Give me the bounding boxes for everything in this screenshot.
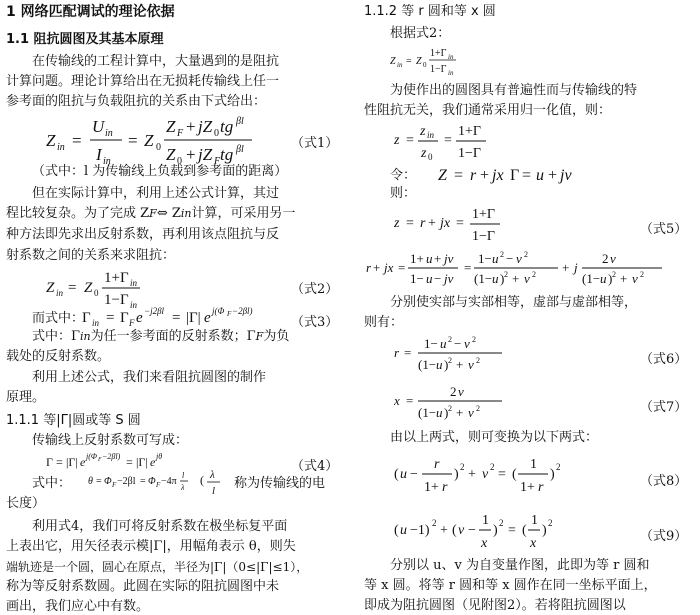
svg-text:=: = <box>406 56 412 67</box>
svg-text:2: 2 <box>472 335 476 344</box>
svg-text:1+: 1+ <box>424 480 439 495</box>
svg-text:0: 0 <box>214 128 219 139</box>
svg-text:1−Γ: 1−Γ <box>458 146 481 161</box>
svg-text:−: − <box>410 467 418 482</box>
svg-text:0: 0 <box>428 152 433 162</box>
svg-text:=: = <box>454 167 464 184</box>
svg-text:+: + <box>620 271 628 286</box>
paragraph-line: 但在实际计算中，利用上述公式计算，其过 <box>32 186 280 201</box>
equation-tag: （式1） <box>291 136 339 151</box>
svg-text:βl: βl <box>236 116 244 127</box>
svg-text:2: 2 <box>450 384 457 399</box>
equation-2-repeat <box>390 44 470 78</box>
svg-text:1−Γ: 1−Γ <box>472 229 495 244</box>
svg-text:F: F <box>227 310 232 318</box>
svg-text:e: e <box>150 455 156 469</box>
svg-text:−2βl): −2βl) <box>232 306 253 316</box>
svg-text:(: ( <box>522 523 527 538</box>
svg-text:Z: Z <box>144 131 154 150</box>
svg-text:+: + <box>456 357 464 372</box>
svg-text:2: 2 <box>640 270 644 279</box>
svg-text:2: 2 <box>532 270 536 279</box>
svg-text:−: − <box>454 336 462 351</box>
svg-text:F: F <box>214 156 221 167</box>
svg-text:in: in <box>448 53 454 61</box>
paragraph-line: 传输线上反射系数可写成： <box>32 433 189 448</box>
svg-text:λ: λ <box>210 469 215 481</box>
svg-text:in: in <box>105 128 113 139</box>
svg-text:v: v <box>458 523 465 538</box>
paragraph-line: 参考面的阻抗与负载阻抗的关系由下式给出： <box>6 94 267 109</box>
svg-text:+: + <box>468 467 476 482</box>
svg-text:=: = <box>522 167 532 184</box>
svg-text:u: u <box>536 167 544 184</box>
svg-text:r: r <box>538 480 544 495</box>
svg-text:in: in <box>130 300 138 310</box>
svg-text:Z: Z <box>84 280 93 296</box>
svg-text:e: e <box>80 455 86 469</box>
svg-text:1+Γ: 1+Γ <box>458 124 481 139</box>
svg-text:=: = <box>406 393 414 408</box>
svg-text:1: 1 <box>482 513 489 528</box>
svg-text:v: v <box>464 336 470 351</box>
svg-text:1: 1 <box>531 513 538 528</box>
svg-text:v: v <box>632 271 638 286</box>
subsubsection-heading: 1.1.2 等 r 圆和等 x 圆 <box>364 4 496 19</box>
paragraph-line: 为使作出的圆图具有普遍性而与传输线的特 <box>390 83 638 98</box>
svg-text:tg: tg <box>220 145 234 164</box>
svg-text:F: F <box>129 318 135 328</box>
svg-text:z: z <box>394 216 400 231</box>
svg-text:): ) <box>550 467 555 482</box>
svg-text:F: F <box>156 481 161 489</box>
paragraph-line: 性阻抗无关，我们通常采用归一化值，则： <box>364 103 612 118</box>
svg-text:x: x <box>481 536 488 551</box>
equation-let <box>438 162 638 186</box>
svg-text:2: 2 <box>504 270 508 279</box>
svg-text:1−: 1− <box>410 271 424 286</box>
svg-text:=: = <box>68 280 77 296</box>
svg-text:(: ( <box>512 467 517 482</box>
paragraph-line: 原理。 <box>6 390 46 405</box>
svg-text:): ) <box>454 467 459 482</box>
svg-text:1+Γ: 1+Γ <box>472 207 495 222</box>
svg-text:jx: jx <box>384 260 394 275</box>
paragraph-line: 端轨迹是一个圆，圆心在原点，半径为|Γ|（0≤|Γ|≤1）， <box>6 560 309 574</box>
svg-text:(1−: (1− <box>418 357 437 372</box>
svg-text:(1−: (1− <box>474 271 493 286</box>
svg-text:Γ: Γ <box>46 455 53 469</box>
svg-text:−1): −1) <box>410 523 430 538</box>
svg-text:1−Γ: 1−Γ <box>104 292 129 308</box>
svg-text:u: u <box>436 357 443 372</box>
svg-text:j(Φ: j(Φ <box>212 306 225 316</box>
svg-text:jv: jv <box>444 251 454 266</box>
svg-text:r: r <box>434 457 440 472</box>
svg-text:v: v <box>468 405 474 420</box>
svg-text:Γ: Γ <box>120 310 129 326</box>
svg-text:=: = <box>406 133 414 148</box>
equation-9 <box>394 508 594 554</box>
svg-text:tg: tg <box>220 117 234 136</box>
svg-text:2: 2 <box>556 462 561 472</box>
svg-text:j: j <box>574 260 578 275</box>
svg-text:x: x <box>394 393 400 408</box>
paragraph-line: 根据式2： <box>390 26 451 41</box>
svg-text:u: u <box>492 271 499 286</box>
svg-text:u: u <box>426 251 433 266</box>
svg-text:e: e <box>136 310 143 326</box>
svg-text:r: r <box>442 480 448 495</box>
svg-text:v: v <box>524 271 530 286</box>
paragraph-line: 上表出它，用矢径表示模|Γ|，用幅角表示 θ，则失 <box>6 539 296 554</box>
paragraph-line: 式中： <box>32 476 72 491</box>
svg-text:(: ( <box>394 523 399 538</box>
svg-text:−2βl): −2βl) <box>102 452 121 461</box>
equation-normalized <box>394 120 534 164</box>
svg-text:−: − <box>434 271 442 286</box>
svg-text:Γ: Γ <box>510 167 520 184</box>
svg-text:|Γ|: |Γ| <box>136 455 148 469</box>
svg-text:=: = <box>406 216 414 231</box>
paragraph-line: 长度） <box>6 496 46 511</box>
svg-text:v: v <box>468 357 474 372</box>
svg-text:Z: Z <box>416 56 422 67</box>
equation-tag: （式6） <box>640 352 688 367</box>
paragraph-line: 分别以 u、v 为自变量作图，此即为等 r 圆和 <box>390 558 650 573</box>
paragraph-line: 载处的反射系数。 <box>6 349 111 364</box>
svg-text:in: in <box>57 142 65 153</box>
svg-text:): ) <box>493 523 498 538</box>
svg-text:F: F <box>98 457 102 463</box>
svg-text:+: + <box>512 271 520 286</box>
paragraph-line: 在传输线的工程计算中，大量遇到的是阻抗 <box>32 54 280 69</box>
svg-text:=: = <box>172 310 181 326</box>
svg-text:1+: 1+ <box>410 251 424 266</box>
svg-text:in: in <box>130 278 138 288</box>
svg-text:Φ: Φ <box>104 476 112 487</box>
svg-text:(: ( <box>394 467 399 482</box>
svg-text:Z: Z <box>166 145 176 164</box>
svg-text:r: r <box>394 345 400 360</box>
svg-text:0: 0 <box>177 156 182 167</box>
svg-text:u: u <box>440 336 447 351</box>
svg-text:=: = <box>140 476 146 487</box>
svg-text:u: u <box>400 467 407 482</box>
svg-text:2: 2 <box>460 462 465 472</box>
svg-text:+: + <box>562 260 570 275</box>
paragraph-line: 则有： <box>364 315 404 330</box>
svg-text:−4π: −4π <box>161 476 177 487</box>
svg-text:0: 0 <box>156 142 161 153</box>
equation-1 <box>46 112 286 168</box>
equation-expanded <box>366 250 666 290</box>
paragraph-line: 射系数之间的关系来求阻抗： <box>6 248 176 263</box>
svg-text:2: 2 <box>476 356 480 365</box>
svg-text:x: x <box>530 536 537 551</box>
svg-text:1−Γ: 1−Γ <box>430 64 447 75</box>
svg-text:(: ( <box>200 473 204 487</box>
svg-text:Z: Z <box>166 117 176 136</box>
svg-text:+: + <box>373 260 381 275</box>
svg-text:jZ: jZ <box>198 117 213 136</box>
svg-text:u: u <box>492 251 499 266</box>
svg-text:2: 2 <box>476 404 480 413</box>
svg-text:+: + <box>456 405 464 420</box>
subsubsection-heading: 1.1.1 等|Γ|圆或等 S 圆 <box>6 413 141 428</box>
svg-text:1+Γ: 1+Γ <box>104 270 129 286</box>
svg-text:2: 2 <box>602 251 609 266</box>
equation-tag: （式5） <box>640 222 688 237</box>
svg-text:F: F <box>112 481 117 489</box>
svg-text:=: = <box>444 133 452 148</box>
svg-text:2: 2 <box>524 250 528 259</box>
equation-6 <box>394 334 524 376</box>
paragraph-line: 则： <box>390 186 417 201</box>
svg-text:e: e <box>204 310 211 326</box>
paragraph-line: 利用式4，我们可将反射系数在极坐标复平面 <box>32 519 288 534</box>
svg-text:Z: Z <box>46 131 56 150</box>
svg-text:(1−: (1− <box>418 405 437 420</box>
svg-text:l: l <box>182 471 185 480</box>
equation-8 <box>394 452 584 498</box>
subsection-heading: 1.1 阻抗圆图及其基本原理 <box>6 32 164 47</box>
svg-text:): ) <box>444 357 449 372</box>
svg-text:r: r <box>470 167 477 184</box>
svg-text:jv: jv <box>560 167 572 184</box>
svg-text:θ: θ <box>88 476 93 487</box>
equation-tag: （式2） <box>291 282 339 297</box>
svg-text:v: v <box>516 251 522 266</box>
svg-text:2: 2 <box>432 518 437 528</box>
paragraph-line: 由以上两式，则可变换为以下两式： <box>390 430 599 445</box>
svg-text:=: = <box>126 455 133 469</box>
svg-text:+: + <box>548 167 558 184</box>
svg-text:(: ( <box>452 523 457 538</box>
svg-text:u: u <box>426 271 433 286</box>
svg-text:2: 2 <box>612 270 616 279</box>
svg-text:in: in <box>427 130 435 140</box>
paragraph-line: （式中：l 为传输线上负载到参考面的距离） <box>32 164 288 179</box>
svg-text:−j2βl: −j2βl <box>144 306 165 316</box>
svg-text:βl: βl <box>236 144 244 155</box>
svg-text:0: 0 <box>423 61 427 69</box>
svg-text:2: 2 <box>500 250 504 259</box>
equation-tag: （式4） <box>291 459 339 474</box>
svg-text:+: + <box>428 216 436 231</box>
svg-text:1+Γ: 1+Γ <box>430 48 447 59</box>
svg-text:+: + <box>434 251 442 266</box>
svg-text:Z: Z <box>390 56 396 67</box>
paragraph-line: 式中：Γin为任一参考面的反射系数；ΓF为负 <box>32 329 290 344</box>
equation-5 <box>394 203 534 247</box>
svg-text:=: = <box>398 260 406 275</box>
svg-text:F: F <box>177 128 184 139</box>
paragraph-line: 利用上述公式，我们来看阻抗圆图的制作 <box>32 370 267 385</box>
svg-text:λ: λ <box>181 483 185 492</box>
svg-text:Γ: Γ <box>82 310 91 326</box>
paragraph-line: 而式中： <box>32 311 85 326</box>
svg-text:Z: Z <box>46 280 55 296</box>
equation-tag: （式3） <box>291 315 339 330</box>
svg-text:+: + <box>480 167 490 184</box>
equation-4-note <box>88 466 232 498</box>
svg-text:=: = <box>56 455 63 469</box>
paragraph-line: 等 x 圆。将等 r 圆和等 x 圆作在同一坐标平面上， <box>364 578 657 593</box>
svg-text:=: = <box>72 131 82 150</box>
svg-text:in: in <box>56 288 64 298</box>
svg-text:in: in <box>103 156 111 167</box>
svg-text:|Γ|: |Γ| <box>186 310 201 326</box>
svg-text:jx: jx <box>440 216 451 231</box>
svg-text:=: = <box>508 523 516 538</box>
svg-text:+: + <box>440 523 448 538</box>
svg-text:−2βl: −2βl <box>117 476 136 487</box>
svg-text:=: = <box>128 131 138 150</box>
svg-text:=: = <box>106 310 115 326</box>
paragraph-line: 分别使实部与实部相等，虚部与虚部相等， <box>390 295 638 310</box>
svg-text:jv: jv <box>444 271 454 286</box>
paragraph-line: 称为传输线的电 <box>234 476 326 491</box>
paragraph-line: 计算问题。理论计算给出在无损耗传输线上任一 <box>6 74 280 89</box>
svg-text:=: = <box>498 467 506 482</box>
svg-text:1−: 1− <box>424 336 438 351</box>
svg-text:1+: 1+ <box>520 480 535 495</box>
equation-3 <box>82 304 292 328</box>
paragraph-line: 画出，我们应心中有数。 <box>6 599 150 614</box>
section-heading: 1 网络匹配调试的理论依据 <box>6 4 175 20</box>
svg-text:): ) <box>500 271 505 286</box>
svg-text:l: l <box>212 485 216 497</box>
svg-text:2: 2 <box>548 518 553 528</box>
svg-text:in: in <box>92 318 100 328</box>
svg-text:=: = <box>96 476 102 487</box>
svg-text:z: z <box>421 146 427 161</box>
svg-text:r: r <box>366 260 372 275</box>
svg-text:2: 2 <box>499 518 504 528</box>
svg-text:(1−: (1− <box>582 271 601 286</box>
svg-text:Φ: Φ <box>148 476 156 487</box>
svg-text:=: = <box>404 345 412 360</box>
svg-text:j(Φ: j(Φ <box>86 452 97 461</box>
paragraph-line: 程比较复杂。为了完成 ZF⇔ Zin计算，可采用另一 <box>6 206 296 221</box>
svg-text:+: + <box>186 145 196 164</box>
svg-text:jZ: jZ <box>198 145 213 164</box>
svg-text:2: 2 <box>448 356 452 365</box>
svg-text:): ) <box>542 523 547 538</box>
svg-text:u: u <box>400 523 407 538</box>
paragraph-line: 令： <box>390 168 417 183</box>
svg-text:jθ: jθ <box>156 452 163 461</box>
svg-text:−: − <box>506 251 514 266</box>
svg-text:z: z <box>420 124 426 139</box>
svg-text:I: I <box>96 145 102 164</box>
svg-text:U: U <box>92 117 105 136</box>
svg-text:0: 0 <box>94 288 99 298</box>
svg-text:z: z <box>394 133 400 148</box>
svg-text:2: 2 <box>490 462 495 472</box>
svg-text:2: 2 <box>448 404 452 413</box>
svg-text:u: u <box>600 271 607 286</box>
paragraph-line: 即成为阻抗圆图（见附图2）。若将阻抗圆图以 <box>364 598 626 613</box>
svg-text:): ) <box>608 271 613 286</box>
svg-text:Z: Z <box>438 167 447 184</box>
svg-text:r: r <box>420 216 426 231</box>
svg-text:|Γ|: |Γ| <box>66 455 78 469</box>
svg-text:u: u <box>436 405 443 420</box>
svg-text:v: v <box>482 467 489 482</box>
svg-text:+: + <box>186 117 196 136</box>
svg-text:in: in <box>397 61 403 69</box>
equation-7 <box>394 382 524 424</box>
svg-text:=: = <box>464 260 472 275</box>
svg-text:1: 1 <box>530 457 537 472</box>
svg-text:1−: 1− <box>478 251 492 266</box>
svg-text:−: − <box>468 523 476 538</box>
equation-tag: （式7） <box>640 400 688 415</box>
svg-text:jx: jx <box>492 167 504 184</box>
svg-text:v: v <box>610 251 616 266</box>
svg-text:=: = <box>456 216 464 231</box>
svg-text:v: v <box>458 384 464 399</box>
equation-tag: （式8） <box>640 474 688 489</box>
paragraph-line: 称为等反射系数圆。此圆在实际的阻抗圆图中未 <box>6 579 280 594</box>
equation-tag: （式9） <box>640 529 688 544</box>
svg-text:in: in <box>448 69 454 77</box>
svg-text:): ) <box>444 405 449 420</box>
svg-text:2: 2 <box>448 335 452 344</box>
paragraph-line: 种方法即先求出反射系数，再利用该点阻抗与反 <box>6 227 280 242</box>
